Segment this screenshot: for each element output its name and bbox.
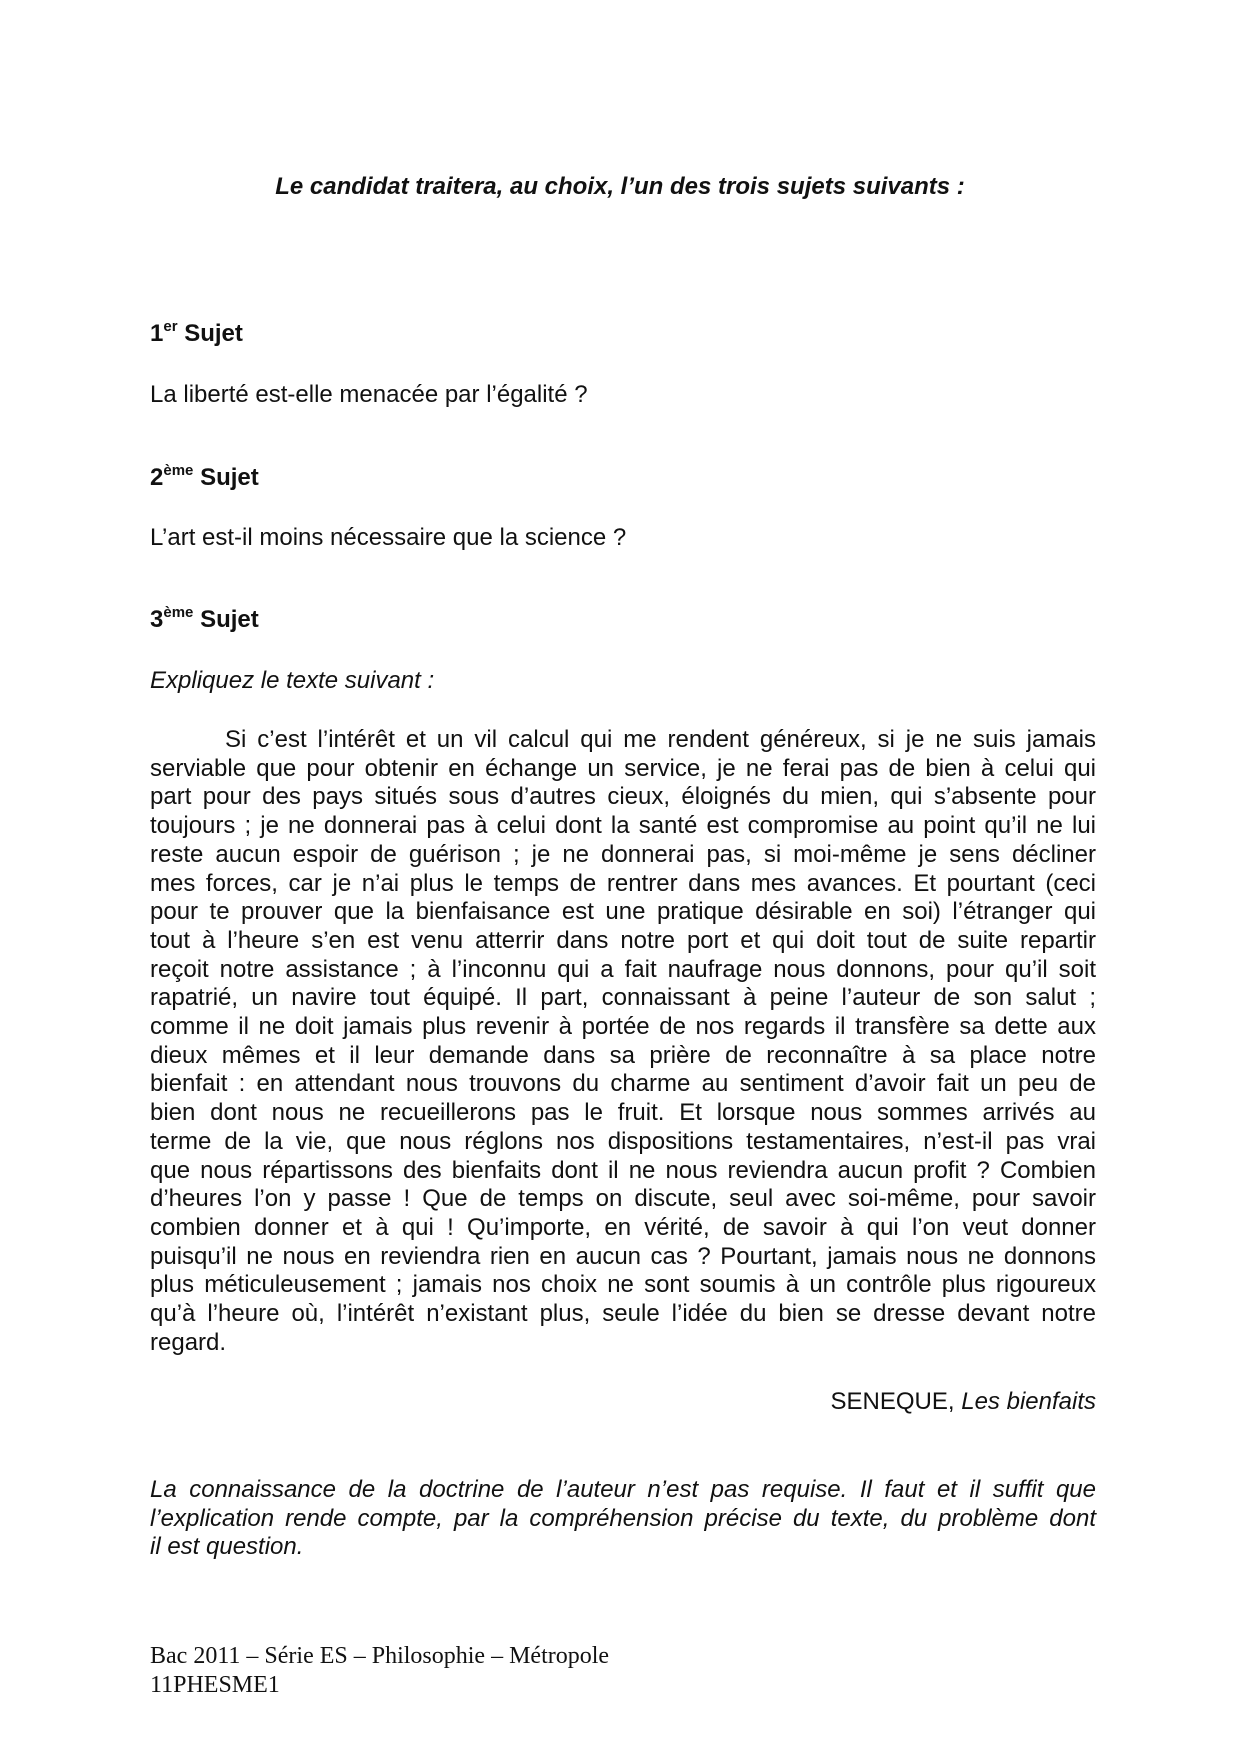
subject-2-label: Sujet bbox=[200, 464, 259, 491]
note-line: l’explication rende compte, par la compréhension précise du texte, du problème dont bbox=[150, 1504, 1096, 1532]
subject-1-heading bbox=[150, 320, 243, 348]
subject-1-ordinal: er bbox=[163, 318, 178, 335]
extract-line: bien dont nous ne recueillerons pas le fruit. Et lorsque nous sommes arrivés au bbox=[150, 1099, 1096, 1127]
attribution-work: Les bienfaits bbox=[961, 1388, 1096, 1415]
subject-2-heading bbox=[150, 464, 259, 492]
subject-3-label: Sujet bbox=[200, 606, 259, 633]
extract-line: pour te prouver que la bienfaisance est une pratique désirable en soi) l’étranger qui bbox=[150, 898, 1096, 926]
subject-2-ordinal: ème bbox=[163, 462, 194, 479]
extract-line: regard. bbox=[150, 1328, 227, 1356]
extract-line: part pour des pays situés sous d’autres cieux, éloignés du mien, qui s’absente pour bbox=[150, 783, 1096, 811]
attribution-author: SENEQUE, bbox=[830, 1388, 962, 1415]
extract-line: plus méticuleusement ; jamais nos choix ne sont soumis à un contrôle plus rigoureux bbox=[150, 1271, 1096, 1299]
text-extract bbox=[150, 726, 1096, 1357]
subject-1-label: Sujet bbox=[184, 320, 243, 347]
extract-line: bienfait : en attendant nous trouvons du charme au sentiment d’avoir fait un peu de bbox=[150, 1070, 1096, 1098]
extract-line: combien donner et à qui ! Qu’importe, en vérité, de savoir à qui l’on veut donner bbox=[150, 1213, 1096, 1241]
extract-line: qu’à l’heure où, l’intérêt n’existant plus, seule l’idée du bien se dresse devant notre bbox=[150, 1300, 1096, 1328]
exam-note bbox=[150, 1476, 1096, 1562]
note-line: La connaissance de la doctrine de l’auteur n’est pas requise. Il faut et il suffit que bbox=[150, 1476, 1096, 1503]
subject-3-instruction: Expliquez le texte suivant : bbox=[150, 667, 435, 694]
footer-code: 11PHESME1 bbox=[150, 1672, 280, 1698]
instructions: Le candidat traitera, au choix, l’un des trois sujets suivants : bbox=[275, 173, 965, 200]
subject-2-question: L’art est-il moins nécessaire que la science ? bbox=[150, 524, 627, 551]
extract-line: que nous répartissons des bienfaits dont il ne nous reviendra aucun profit ? Combien bbox=[150, 1156, 1096, 1184]
extract-line: toujours ; je ne donnerai pas à celui dont la santé est compromise au point qu’il ne lui bbox=[150, 812, 1096, 840]
extract-line: reste aucun espoir de guérison ; je ne donnerai pas, si moi-même je sens décliner bbox=[150, 840, 1096, 868]
extract-line: comme il ne doit jamais plus revenir à portée de nos regards il transfère sa dette aux bbox=[150, 1013, 1096, 1041]
page-footer bbox=[150, 1642, 609, 1700]
extract-line: d’heures l’on y passe ! Que de temps on discute, seul avec soi-même, pour savoir bbox=[150, 1185, 1096, 1213]
extract-line: puisqu’il ne nous en reviendra rien en aucun cas ? Pourtant, jamais nous ne donnons bbox=[150, 1242, 1096, 1270]
note-line: il est question. bbox=[150, 1533, 304, 1561]
subject-1-question: La liberté est-elle menacée par l’égalité ? bbox=[150, 381, 588, 408]
subject-2-number: 2 bbox=[150, 464, 164, 491]
extract-line: serviable que pour obtenir en échange un service, je ne ferai pas de bien à celui qui bbox=[150, 754, 1096, 782]
extract-line: rapatrié, un navire tout équipé. Il part, connaissant à peine l’auteur de son salut ; bbox=[150, 984, 1096, 1012]
subject-3-heading bbox=[150, 606, 259, 634]
attribution bbox=[831, 1388, 1096, 1416]
extract-line: mes forces, car je n’ai plus le temps de rentrer dans mes avances. Et pourtant (ceci bbox=[150, 869, 1096, 897]
subject-3-number: 3 bbox=[150, 606, 164, 633]
footer-exam-info: Bac 2011 – Série ES – Philosophie – Métropole bbox=[150, 1643, 610, 1669]
extract-line: reçoit notre assistance ; à l’inconnu qui a fait naufrage nous donnons, pour qu’il soit bbox=[150, 955, 1096, 983]
extract-line: Si c’est l’intérêt et un vil calcul qui me rendent généreux, si je ne suis jamais bbox=[225, 726, 1096, 753]
extract-line: dieux mêmes et il leur demande dans sa prière de reconnaître à sa place notre bbox=[150, 1041, 1096, 1069]
extract-line: tout à l’heure s’en est venu atterrir dans notre port et qui doit tout de suite repartir bbox=[150, 926, 1096, 954]
subject-1-number: 1 bbox=[150, 320, 164, 347]
extract-line: terme de la vie, que nous réglons nos dispositions testamentaires, n’est-il pas vrai bbox=[150, 1127, 1096, 1155]
subject-3-ordinal: ème bbox=[163, 604, 194, 621]
